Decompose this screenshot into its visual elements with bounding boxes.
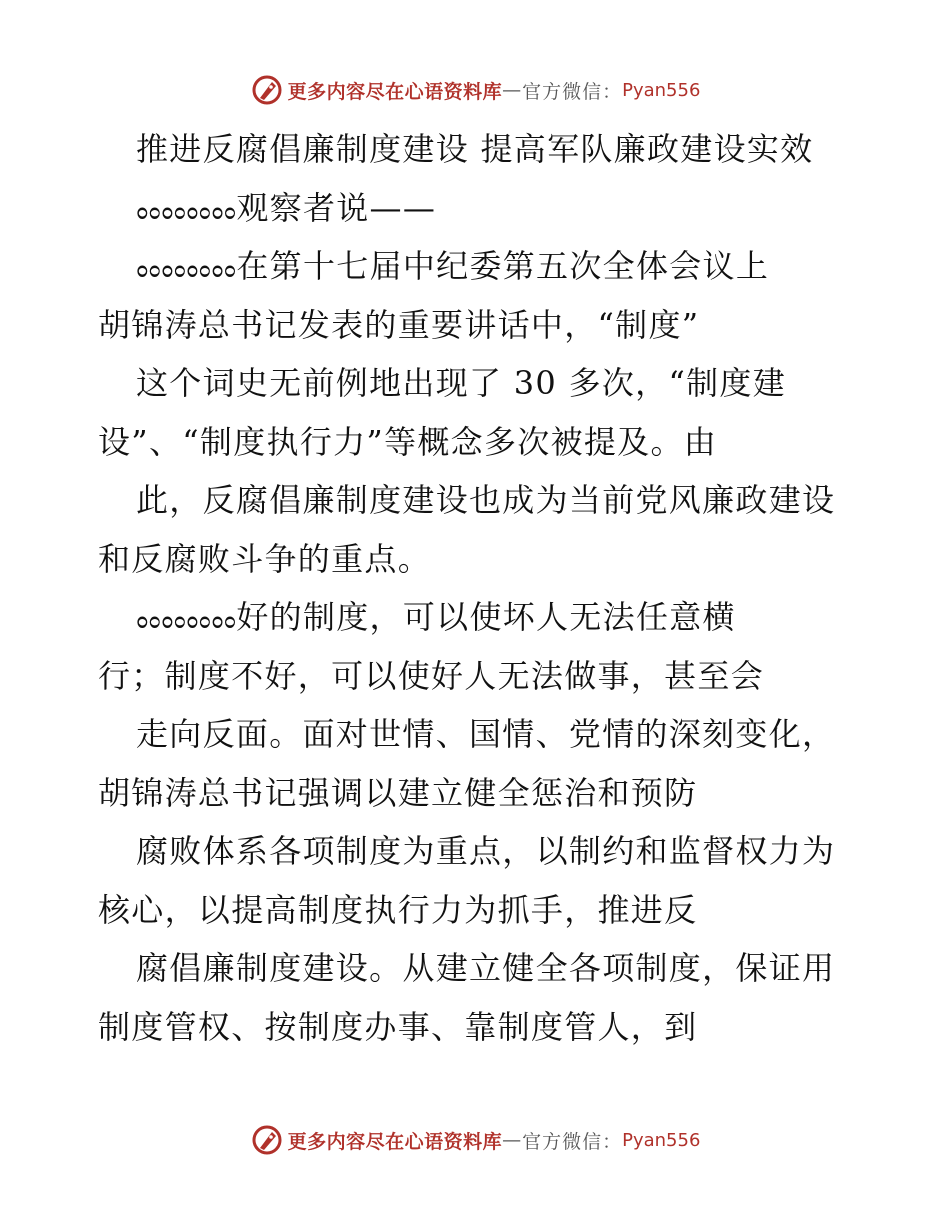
footer-watermark <box>0 1120 950 1160</box>
watermark-dash: — <box>502 79 523 101</box>
watermark-site-text: 更多内容尽在心语资料库 <box>287 80 503 103</box>
ornament-glyphs: ೲೲೲೲ <box>136 188 237 227</box>
paragraph-line: 胡锦涛总书记发表的重要讲话中，“制度” <box>98 305 700 344</box>
paragraph-line: 腐败体系各项制度为重点，以制约和监督权力为 <box>136 832 836 870</box>
paragraph-line: ೲೲೲೲ观察者说—— <box>136 188 437 227</box>
paragraph-line: 核心，以提高制度执行力为抓手，推进反 <box>98 890 698 929</box>
pen-nib-logo-icon <box>250 1123 284 1157</box>
pen-nib-logo-icon <box>250 73 284 107</box>
paragraph-line: 此，反腐倡廉制度建设也成为当前党风廉政建设 <box>136 481 836 519</box>
paragraph-line: 胡锦涛总书记强调以建立健全惩治和预防 <box>98 773 698 812</box>
ornament-glyphs: ೲೲೲೲ <box>136 247 237 285</box>
document-title: 推进反腐倡廉制度建设 提高军队廉政建设实效 <box>136 130 814 168</box>
paragraph-line: 制度管权、按制度办事、靠制度管人，到 <box>98 1007 698 1046</box>
paragraph-line: ೲೲೲೲ在第十七届中纪委第五次全体会议上 <box>136 247 770 285</box>
ornament-glyphs: ೲೲೲೲ <box>136 598 237 636</box>
watermark-contact-label: 官方微信： <box>522 1130 623 1153</box>
watermark-contact-id: Pyan556 <box>622 1129 701 1151</box>
header-watermark <box>0 70 950 110</box>
paragraph-line: 设”、“制度执行力”等概念多次被提及。由 <box>98 422 718 461</box>
paragraph-line: 和反腐败斗争的重点。 <box>98 539 432 578</box>
paragraph-line: ೲೲೲೲ好的制度，可以使坏人无法任意横 <box>136 598 736 636</box>
watermark-dash: — <box>502 1129 523 1151</box>
watermark-contact-id: Pyan556 <box>622 79 701 101</box>
watermark-site-text: 更多内容尽在心语资料库 <box>287 1130 503 1153</box>
watermark-contact-label: 官方微信： <box>522 80 623 103</box>
paragraph-line: 这个词史无前例地出现了 30 多次，“制度建 <box>136 364 787 402</box>
document-body <box>98 120 868 1056</box>
paragraph-line: 腐倡廉制度建设。从建立健全各项制度，保证用 <box>136 949 836 987</box>
paragraph-line: 走向反面。面对世情、国情、党情的深刻变化， <box>136 715 836 753</box>
paragraph-line: 行；制度不好，可以使好人无法做事，甚至会 <box>98 656 765 695</box>
